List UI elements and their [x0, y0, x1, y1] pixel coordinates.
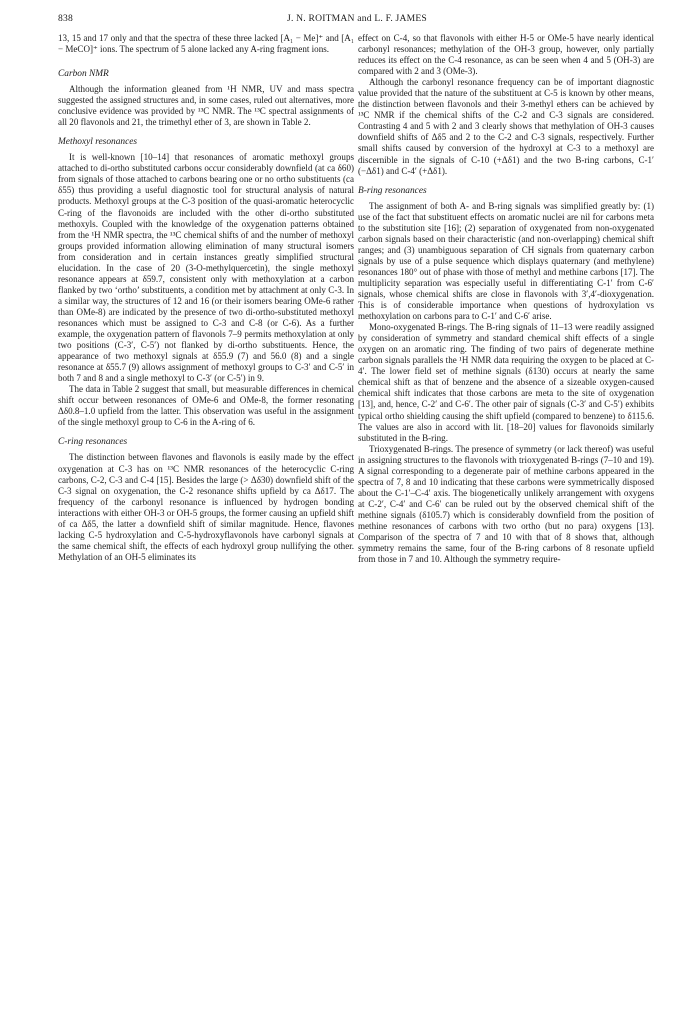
- page-header: [58, 13, 656, 27]
- left-column: [58, 33, 354, 563]
- paragraph: effect on C-4, so that flavonols with either H-5 or OMe-5 have nearly identical carbonyl resonances; methylation of the OH-3 group, however, only partially reduces its effect on the C-4 resonance, as can be seen when 4 and 5 (OH-3) are compared with 2 and 3 (OMe-3).: [358, 33, 654, 77]
- section-heading-b-ring: B-ring resonances: [358, 185, 427, 196]
- paragraph: 13, 15 and 17 only and that the spectra of these three lacked [A₁ − Me]⁺ and [A₁ − MeCO]⁺ ions. The spectrum of 5 alone lacked any A-ring fragment ions.: [58, 33, 354, 55]
- page-number: 838: [58, 13, 73, 24]
- right-column: [358, 33, 654, 565]
- paragraph: Although the carbonyl resonance frequency can be of important diagnostic value provided that the nature of the substituent at C-5 is known by other means, the distinction between flavonols and their 3-methyl ethers can be achieved by ¹³C NMR if the chemical shifts of the C-2 and C-3 signals are considered. Contrasting 4 and 5 with 2 and 3 clearly shows that methylation of OH-3 causes downfield shifts of Δδ5 and 2 to the C-2 and C-3 signals, respectively. Further small shifts caused by conversion of the hydroxyl at C-3 to a methoxyl are discernible in the signals of C-10 (+Δδ1) and the two B-ring carbons, C-1′ (−Δδ1) and C-4′ (+Δδ1).: [358, 77, 654, 176]
- section-heading-carbon-nmr: Carbon NMR: [58, 69, 109, 80]
- paragraph: It is well-known [10–14] that resonances of aromatic methoxyl groups attached to di-ortho substituted carbons occur considerably downfield (at ca δ60) from signals of those attached to carbons bearing one or no ortho substituents (ca δ55) thus providing a useful diagnostic tool for structural analysis of natural products. Methoxyl groups at the C-3 position of the quasi-aromatic heterocyclic C-ring of the flavonoids are included with the other di-ortho substituted methoxyls. Coupled with the knowledge of the oxygenation patterns obtained from the ¹H NMR spectra, the ¹³C chemical shifts of and the number of methoxyl groups provided information allowing elimination of many structural isomers from consideration and in certain instances greatly simplified structural elucidation. In the case of 20 (3-O-methylquercetin), the single methoxyl resonance appears at δ59.7, consistent only with methoxylation at a carbon flanked by two ‘ortho’ substituents, a condition met by attachment at only C-3. In a similar way, the structures of 12 and 16 (or their isomers bearing OMe-6 rather than OMe-8) are indicated by the presence of two di-ortho-substituted methoxyl resonances which must be assigned to C-3 and C-8 (or C-6). As a further example, the oxygenation pattern of flavonols 7–9 permits methoxylation at only two positions (C-3′, C-5′) not flanked by di-ortho substituents. Hence, the appearance of two methoxyl signals at δ55.9 (7) and 56.0 (8) and a single resonance at δ55.7 (9) allows assignment of methoxyl groups to C-3′ and C-5′ in both 7 and 8 and a single methoxyl to C-3′ (or C-5′) in 9.: [58, 152, 354, 384]
- paragraph: Mono-oxygenated B-rings. The B-ring signals of 11–13 were readily assigned by consideration of symmetry and standard chemical shift effects of a single oxygen on an aromatic ring. The finding of two pairs of degenerate methine carbon signals parallels the ¹H NMR data requiring the oxygen to be placed at C-4′. The lower field set of methine signals (δ130) occurs at nearly the same chemical shift as that of benzene and the absence of a sizeable oxygen-caused chemical shift indicates that those carbons are meta to the site of oxygenation [13], and, hence, C-2′ and C-6′. The other pair of signals (C-3′ and C-5′) exhibits typical ortho shielding causing the shift upfield (compared to benzene) to δ115.6. The values are also in accord with lit. [18–20] values for flavonoids similarly substituted in the B-ring.: [358, 322, 654, 443]
- running-title: J. N. ROITMAN and L. F. JAMES: [287, 13, 427, 24]
- section-heading-methoxyl: Methoxyl resonances: [58, 137, 138, 148]
- paragraph: The assignment of both A- and B-ring signals was simplified greatly by: (1) use of the fact that substituent effects on aromatic nuclei are nil for carbons meta to the substitution site [16]; (2) separation of oxygenated from non-oxygenated carbon signals based on their characteristic (and non-overlapping) chemical shift ranges; and (3) unambiguous separation of CH signals from quaternary carbon signals by use of a pulse sequence which displays quaternary (and methylene) resonances 180° out of phase with those of methyl and methine carbons [17]. The multiplicity separation was especially useful in differentiating C-1′ from C-6′ signals, whose chemical shifts are close in flavonols with 3′,4′-dioxygenation. This is of considerable importance when questions of hydroxylation vs methoxylation on carbons para to C-1′ and C-6′ arise.: [358, 200, 654, 322]
- paragraph: The distinction between flavones and flavonols is easily made by the effect oxygenation at C-3 has on ¹³C NMR resonances of the heterocyclic C-ring carbons, C-2, C-3 and C-4 [15]. Besides the large (> Δδ30) downfield shift of the C-3 signal on oxygenation, the C-2 resonance shifts upfield by ca Δδ17. The frequency of the carbonyl resonance is influenced by hydrogen bonding interactions with either OH-3 or OH-5 groups, the former causing an upfield shift of ca Δδ5, the latter a downfield shift of similar magnitude. Hence, flavones lacking C-5 hydroxylation and C-5-hydroxyflavonols have carbonyl signals at the same chemical shift, the effects of each hydroxyl group nullifying the other. Methylation of an OH-5 eliminates its: [58, 452, 354, 562]
- paragraph: The data in Table 2 suggest that small, but measurable differences in chemical shift occur between resonances of OMe-6 and OMe-8, the former resonating Δδ0.8–1.0 upfield from the latter. This observation was useful in the assignment of the single methoxyl group to C-6 in the A-ring of 6.: [58, 384, 354, 428]
- paragraph: Trioxygenated B-rings. The presence of symmetry (or lack thereof) was useful in assigning structures to the flavonols with trioxygenated B-rings (7–10 and 19). A signal corresponding to a degenerate pair of methine carbons appeared in the spectra of 7, 8 and 10 indicating that these carbons were symmetrically disposed about the C-1′–C-4′ axis. The biogenetically unlikely arrangement with oxygens at C-2′, C-4′ and C-6′ can be ruled out by the observed chemical shift of the methine signals (δ105.7) which is considerably downfield from the position of methine resonances of carbons with two ortho (but no para) oxygens [13]. Comparison of the spectra of 7 and 10 with that of 8 shows that, although symmetry remains the same, four of the B-ring carbons of 8 resonate upfield from those in 7 and 10. Although the symmetry require-: [358, 443, 654, 565]
- section-heading-c-ring: C-ring resonances: [58, 437, 128, 448]
- paragraph: Although the information gleaned from ¹H NMR, UV and mass spectra suggested the assigned structures and, in some cases, ruled out alternatives, more conclusive evidence was provided by ¹³C NMR. The ¹³C spectral assignments of all 20 flavonols and 21, the trimethyl ether of 3, are shown in Table 2.: [58, 84, 354, 128]
